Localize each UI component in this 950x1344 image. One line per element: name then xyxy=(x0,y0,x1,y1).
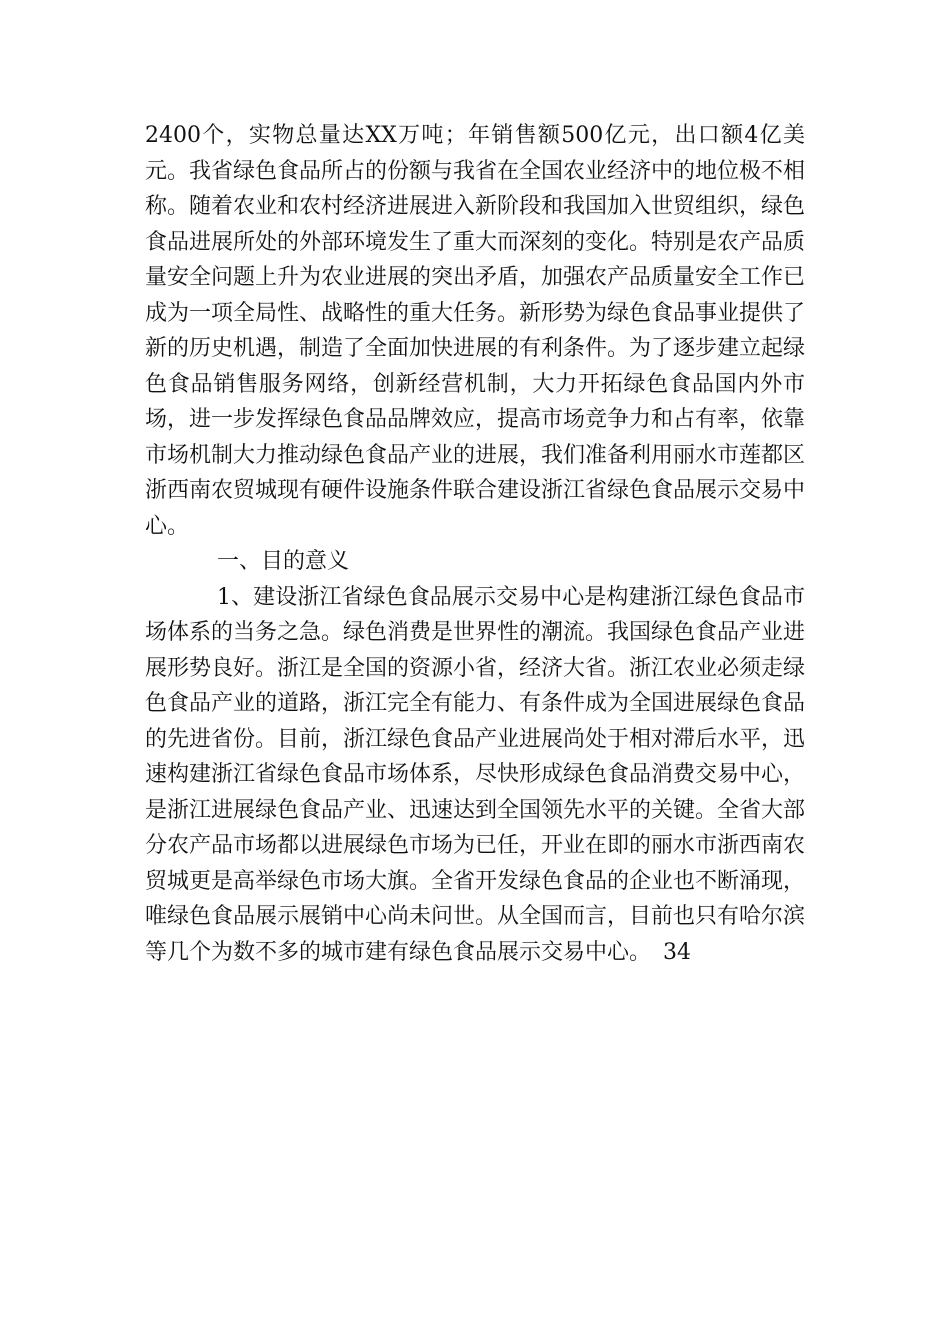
paragraph-continued: 2400个，实物总量达XX万吨；年销售额500亿元，出口额4亿美元。我省绿色食品所占的份额与我省在全国农业经济中的地位极不相称。随着农业和农村经济进展进入新阶段和我国加入世贸组织，绿色食品进展所处的外部环境发生了重大而深刻的变化。特别是农产品质量安全问题上升为农业进展的突出矛盾，加强农产品质量安全工作已成为一项全局性、战略性的重大任务。新形势为绿色食品事业提供了新的历史机遇，制造了全面加快进展的有利条件。为了逐步建立起绿色食品销售服务网络，创新经营机制，大力开拓绿色食品国内外市场，进一步发挥绿色食品品牌效应，提高市场竞争力和占有率，依靠市场机制大力推动绿色食品产业的进展，我们准备利用丽水市莲都区浙西南农贸城现有硬件设施条件联合建设浙江省绿色食品展示交易中心。 xyxy=(145,123,806,539)
paragraph-1 xyxy=(145,580,805,971)
section-heading: 一、目的意义 xyxy=(217,549,350,574)
page-number: 34 xyxy=(663,939,692,965)
paragraph-1-text: 1、建设浙江省绿色食品展示交易中心是构建浙江绿色食品市场体系的当务之急。绿色消费是世界性的潮流。我国绿色食品产业进展形势良好。浙江是全国的资源小省，经济大省。浙江农业必须走绿色食品产业的道路，浙江完全有能力、有条件成为全国进展绿色食品的先进省份。目前，浙江绿色食品产业进展尚处于相对滞后水平，迅速构建浙江省绿色食品市场体系，尽快形成绿色食品消费交易中心，是浙江进展绿色食品产业、迅速达到全国领先水平的关键。全省大部分农产品市场都以进展绿色市场为已任，开业在即的丽水市浙西南农贸城更是高举绿色市场大旗。全省开发绿色食品的企业也不断涌现，唯绿色食品展示展销中心尚未问世。从全国而言，目前也只有哈尔滨等几个为数不多的城市建有绿色食品展示交易中心。 xyxy=(145,584,806,965)
document-page xyxy=(145,118,805,970)
